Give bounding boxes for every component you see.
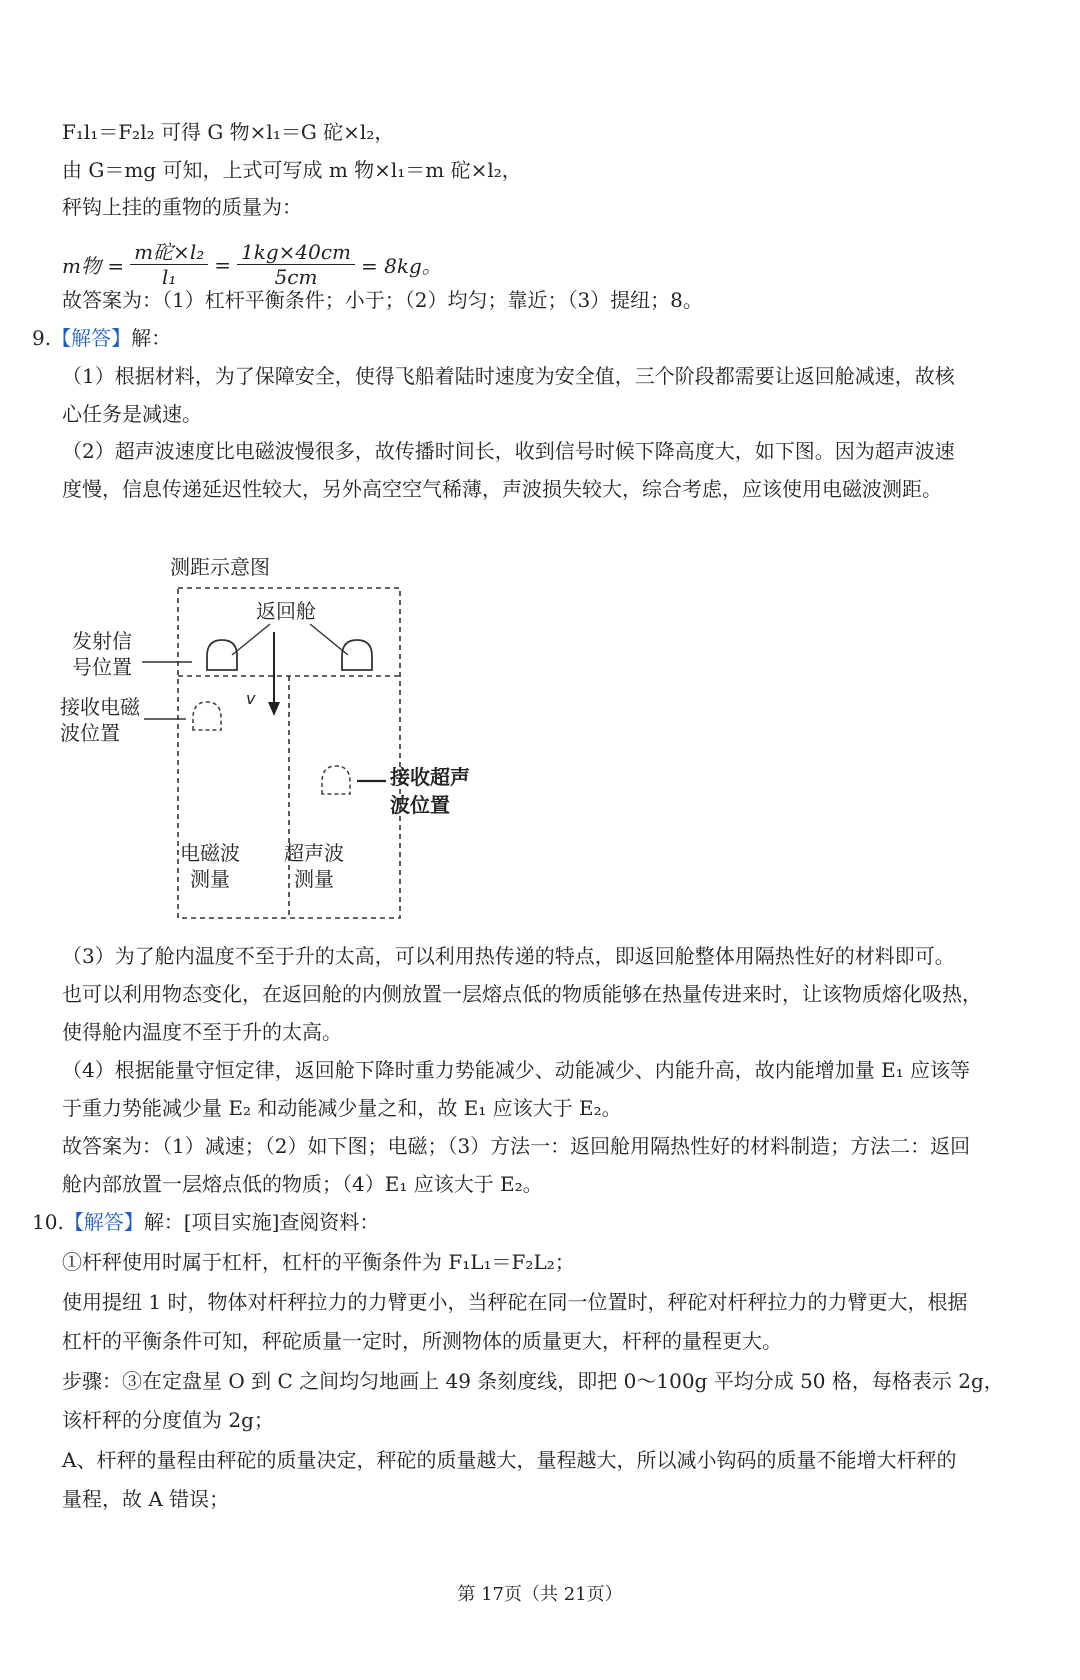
text-line: 度慢，信息传递延迟性较大，另外高空空气稀薄，声波损失较大，综合考虑，应该使用电磁波测距。 bbox=[62, 477, 942, 501]
answer-tag: 【解答】 bbox=[51, 326, 132, 350]
us-receive-label: 接收超声 bbox=[390, 765, 470, 789]
fraction-2 bbox=[237, 240, 355, 289]
em-receive-label: 接收电磁 bbox=[60, 695, 140, 719]
capsule-label: 返回舱 bbox=[256, 599, 316, 623]
fraction-2-numerator: 1kg×40cm bbox=[237, 240, 355, 265]
em-receive-label: 波位置 bbox=[60, 721, 120, 745]
text-line: （4）根据能量守恒定律，返回舱下降时重力势能减少、动能减少、内能升高，故内能增加量 E₁ 应该等 bbox=[62, 1058, 971, 1082]
us-receive-capsule-icon bbox=[322, 766, 350, 794]
fraction-1-numerator: m砣×l₂ bbox=[130, 240, 208, 265]
us-measure-label: 测量 bbox=[294, 867, 334, 891]
fraction-1 bbox=[130, 240, 208, 289]
text-line: F₁l₁＝F₂l₂ 可得 G 物×l₁＝G 砣×l₂， bbox=[62, 120, 395, 144]
answer-line: 舱内部放置一层熔点低的物质；（4）E₁ 应该大于 E₂。 bbox=[62, 1172, 543, 1196]
formula-lhs: m物 = bbox=[62, 254, 125, 278]
text-line: 心任务是减速。 bbox=[62, 402, 202, 426]
question-number: 9. bbox=[32, 326, 52, 350]
answer-tag: 【解答】 bbox=[63, 1210, 144, 1234]
text-line: A、杆秤的量程由秤砣的质量决定，秤砣的质量越大，量程越大，所以减小钩码的质量不能增大杆秤的 bbox=[62, 1448, 957, 1472]
text-line: 秤钩上挂的重物的质量为： bbox=[62, 195, 302, 219]
formula-equals: = bbox=[214, 252, 231, 277]
page-footer: 第 17页（共 21页） bbox=[457, 1584, 623, 1605]
formula-result: = 8kg。 bbox=[361, 254, 442, 278]
question-number: 10. bbox=[32, 1210, 64, 1234]
text-line: （3）为了舱内温度不至于升的太高，可以利用热传递的特点，即返回舱整体用隔热性好的材料即可。 bbox=[62, 944, 955, 968]
text-line: 由 G＝mg 可知，上式可写成 m 物×l₁＝m 砣×l₂， bbox=[62, 158, 522, 182]
answer-line: 故答案为：（1）杠杆平衡条件；小于；（2）均匀；靠近；（3）提纽；8。 bbox=[62, 288, 703, 312]
velocity-label: v bbox=[246, 689, 256, 708]
text-line: 量程，故 A 错误； bbox=[62, 1487, 230, 1511]
capsule-icon bbox=[342, 640, 372, 670]
diagram-title: 测距示意图 bbox=[170, 555, 270, 579]
velocity-arrow-head-icon bbox=[268, 702, 280, 716]
text-line: 该杆秤的分度值为 2g； bbox=[62, 1408, 274, 1432]
answer-line: 故答案为：（1）减速；（2）如下图；电磁；（3）方法一：返回舱用隔热性好的材料制造；方法二：返回 bbox=[62, 1134, 971, 1158]
em-receive-capsule-icon bbox=[193, 702, 221, 730]
emit-label: 发射信 bbox=[72, 629, 132, 653]
us-measure-label: 超声波 bbox=[284, 841, 344, 865]
text-line: （1）根据材料，为了保障安全，使得飞船着陆时速度为安全值，三个阶段都需要让返回舱减速，故核 bbox=[62, 364, 955, 388]
solution-label: 解： bbox=[131, 326, 172, 350]
text-line: 步骤：③在定盘星 O 到 C 之间均匀地画上 49 条刻度线，即把 0～100g 平均分成 50 格，每格表示 2g， bbox=[62, 1369, 1004, 1393]
solution-label: 解：[项目实施]查阅资料： bbox=[143, 1210, 380, 1234]
text-line: ①杆秤使用时属于杠杆，杠杆的平衡条件为 F₁L₁＝F₂L₂； bbox=[62, 1250, 575, 1274]
em-measure-label: 电磁波 bbox=[180, 841, 240, 865]
fraction-2-denominator: 5cm bbox=[274, 265, 318, 289]
text-line: 使用提纽 1 时，物体对杆秤拉力的力臂更小，当秤砣在同一位置时，秤砣对杆秤拉力的力臂更大，根据 bbox=[62, 1290, 968, 1314]
capsule-pointer bbox=[232, 624, 270, 655]
mass-formula bbox=[62, 240, 442, 289]
ranging-diagram bbox=[60, 552, 520, 930]
fraction-1-denominator: l₁ bbox=[161, 265, 177, 289]
text-line: （2）超声波速度比电磁波慢很多，故传播时间长，收到信号时候下降高度大，如下图。因为超声波速 bbox=[62, 439, 955, 463]
em-measure-label: 测量 bbox=[190, 867, 230, 891]
text-line: 也可以利用物态变化，在返回舱的内侧放置一层熔点低的物质能够在热量传进来时，让该物质熔化吸热， bbox=[62, 982, 982, 1006]
question-10-heading bbox=[32, 1208, 379, 1236]
text-line: 杠杆的平衡条件可知，秤砣质量一定时，所测物体的质量更大，杆秤的量程更大。 bbox=[62, 1329, 782, 1353]
us-receive-label: 波位置 bbox=[390, 793, 450, 817]
question-9-heading bbox=[32, 324, 171, 352]
text-line: 使得舱内温度不至于升的太高。 bbox=[62, 1020, 342, 1044]
emit-label: 号位置 bbox=[72, 655, 132, 679]
text-line: 于重力势能减少量 E₂ 和动能减少量之和，故 E₁ 应该大于 E₂。 bbox=[62, 1096, 622, 1120]
